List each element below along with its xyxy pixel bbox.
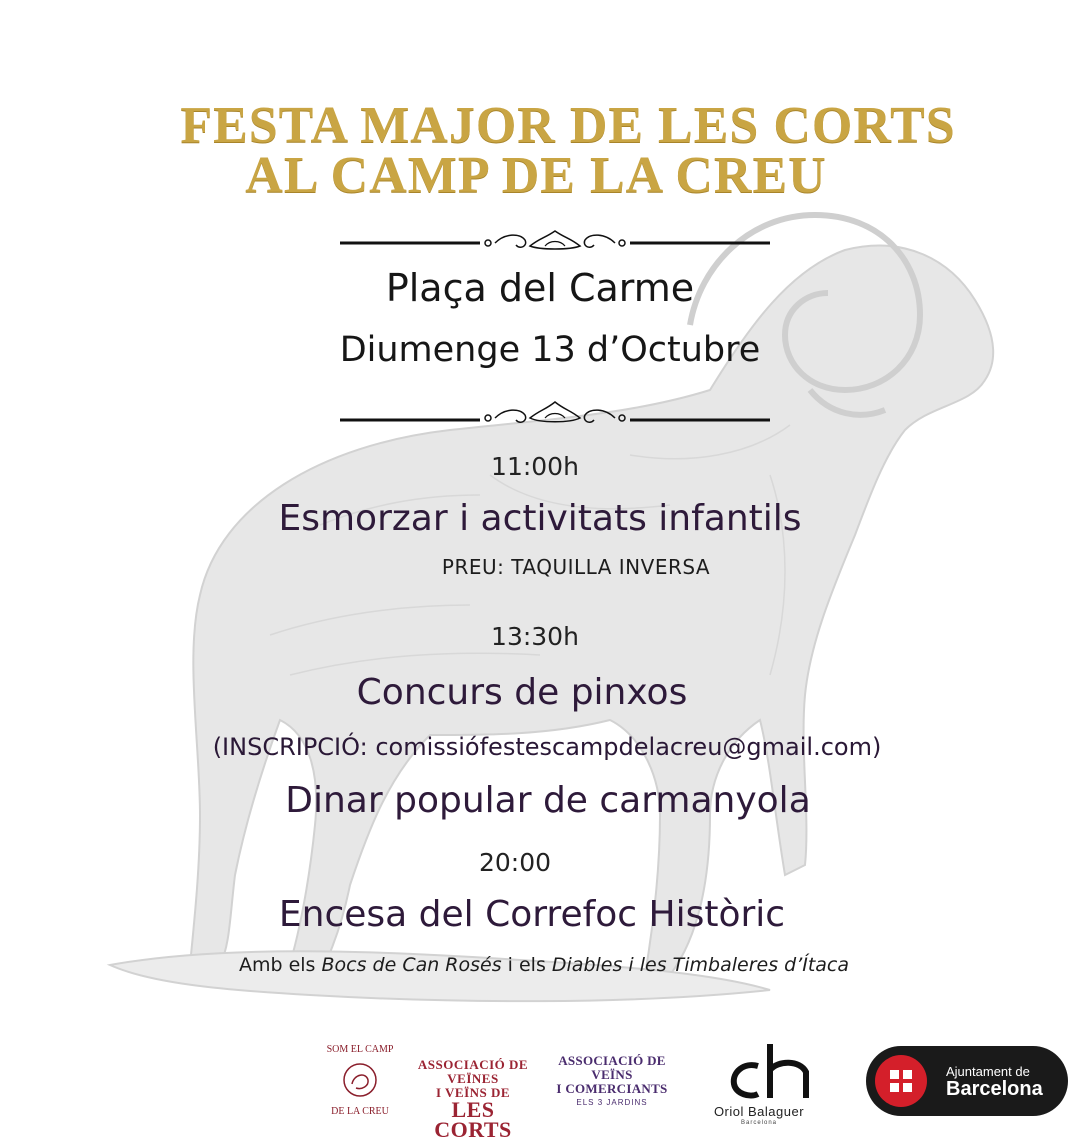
- sponsor-logos: [0, 1032, 1080, 1142]
- logo-text: Barcelona: [946, 1078, 1043, 1100]
- logo-text: ASSOCIACIÓ DE: [558, 1053, 666, 1068]
- event-date: Diumenge 13 d’Octubre: [339, 330, 761, 370]
- price-note: PREU: TAQUILLA INVERSA: [441, 555, 711, 579]
- logo-text: ELS 3 JARDINS: [576, 1098, 648, 1107]
- note-text: i els: [501, 954, 552, 976]
- registration-email: (INSCRIPCIÓ: comissiófestescampdelacreu@gmail.com): [212, 733, 882, 761]
- schedule-activity: Esmorzar i activitats infantils: [278, 498, 802, 539]
- svg-text:SOM EL CAMP: SOM EL CAMP: [326, 1044, 394, 1055]
- title-line-1: FESTA MAJOR DE LES CORTS: [180, 97, 956, 154]
- note-text: Amb els: [238, 954, 322, 976]
- svg-text:DE LA CREU: DE LA CREU: [331, 1106, 389, 1117]
- schedule-activity: Concurs de pinxos: [356, 672, 688, 713]
- schedule-activity: Dinar popular de carmanyola: [285, 780, 811, 821]
- schedule-time: 13:30h: [491, 622, 579, 651]
- ornament-divider-icon: [340, 228, 770, 258]
- logo-text: VEÏNS: [591, 1067, 633, 1082]
- schedule-time: 20:00: [478, 848, 552, 877]
- note-group: Diables i les Timbaleres d’Ítaca: [551, 954, 850, 976]
- logo-text: Barcelona: [740, 1120, 778, 1126]
- logo-text: ASSOCIACIÓ DE: [417, 1057, 529, 1072]
- ornament-divider-icon: [340, 398, 770, 428]
- logo-text: Oriol Balaguer: [713, 1104, 805, 1119]
- avv-les-corts-logo: [412, 1058, 534, 1140]
- som-el-camp-logo: [322, 1038, 398, 1122]
- ajuntament-barcelona-logo: [866, 1046, 1068, 1116]
- avc-els-3-jardins-logo: [544, 1054, 680, 1110]
- logo-text: I COMERCIANTS: [556, 1081, 668, 1096]
- ob-monogram-icon: [700, 1038, 850, 1104]
- title-line-2: AL CAMP DE LA CREU: [245, 147, 827, 204]
- performers-note: [4, 954, 1080, 976]
- note-group: Bocs de Can Rosés: [321, 954, 502, 976]
- venue: Plaça del Carme: [385, 266, 695, 310]
- schedule-time: 11:00h: [491, 452, 579, 481]
- barcelona-shield-icon: [866, 1046, 936, 1116]
- logo-text: VEÏNES: [447, 1071, 499, 1086]
- logo-text: Ajuntament de: [946, 1064, 1030, 1079]
- oriol-balaguer-logo: [700, 1038, 850, 1128]
- logo-text: I VEÏNS DE: [435, 1085, 511, 1100]
- logo-text: LES CORTS: [434, 1097, 512, 1142]
- schedule-activity: Encesa del Correfoc Històric: [278, 894, 786, 935]
